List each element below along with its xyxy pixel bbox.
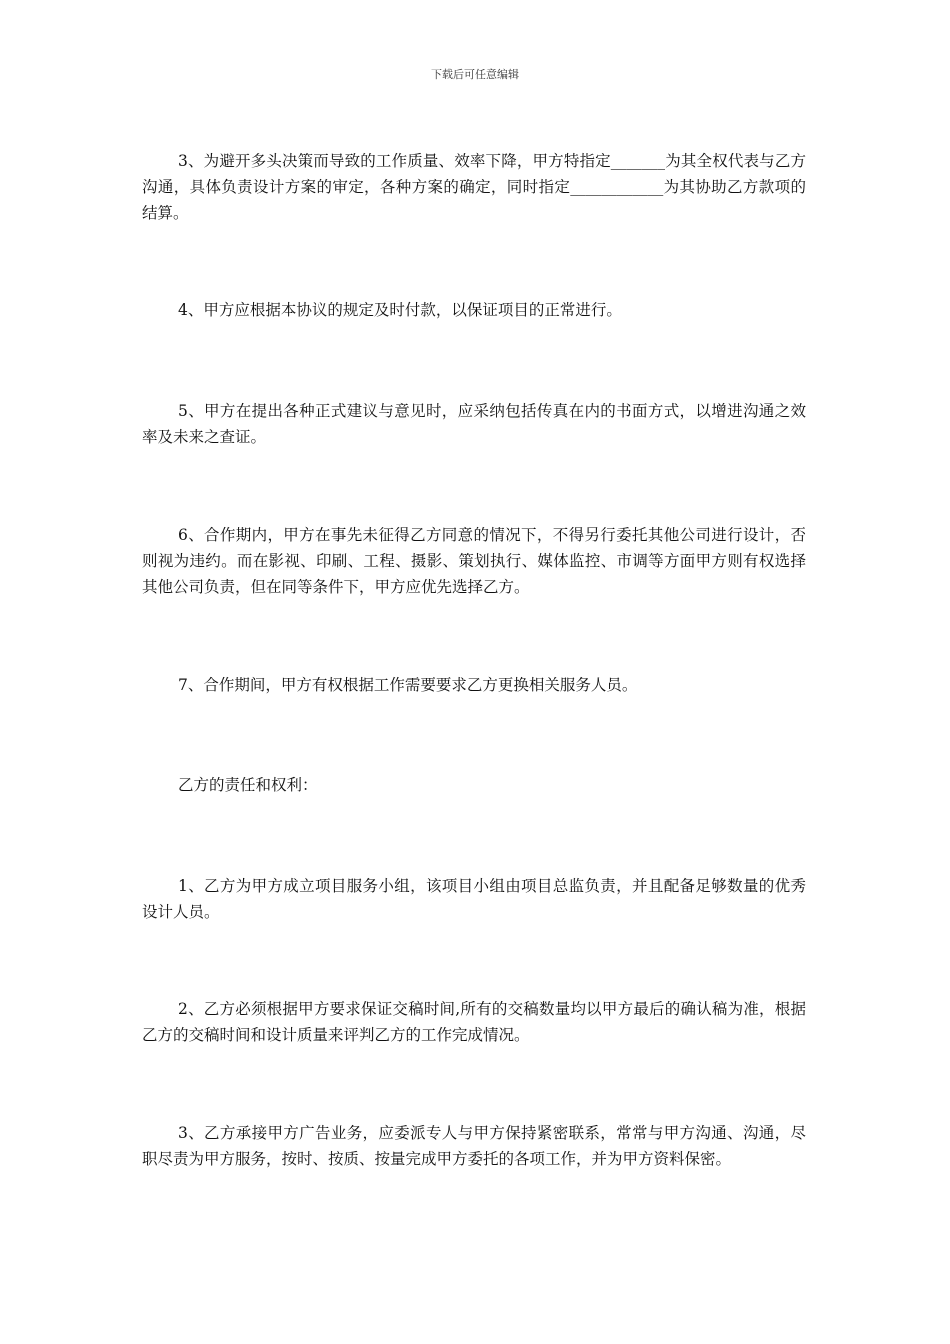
clause-party-b-2: 2、乙方必须根据甲方要求保证交稿时间,所有的交稿数量均以甲方最后的确认稿为准，根据乙方的交稿时间和设计质量来评判乙方的工作完成情况。 bbox=[142, 1000, 806, 1044]
clause-party-a-6: 6、合作期内，甲方在事先未征得乙方同意的情况下，不得另行委托其他公司进行设计，否则视为违约。而在影视、印刷、工程、摄影、策划执行、媒体监控、市调等方面甲方则有权选择其他公司负责，但在同等条件下，甲方应优先选择乙方。 bbox=[142, 526, 806, 596]
clause-party-a-3: 3、为避开多头决策而导致的工作质量、效率下降，甲方特指定_______为其全权代表与乙方沟通，具体负责设计方案的审定，各种方案的确定，同时指定____________为其协助乙方款项的结算。 bbox=[142, 152, 806, 222]
page-header-note: 下载后可任意编辑 bbox=[431, 68, 519, 81]
clause-party-a-4: 4、甲方应根据本协议的规定及时付款，以保证项目的正常进行。 bbox=[178, 301, 622, 319]
clause-party-a-5: 5、甲方在提出各种正式建议与意见时，应采纳包括传真在内的书面方式，以增进沟通之效率及未来之查证。 bbox=[142, 402, 806, 446]
clause-party-a-7: 7、合作期间，甲方有权根据工作需要要求乙方更换相关服务人员。 bbox=[178, 676, 638, 694]
clause-party-b-1: 1、乙方为甲方成立项目服务小组，该项目小组由项目总监负责，并且配备足够数量的优秀设计人员。 bbox=[142, 877, 806, 921]
clause-party-b-3: 3、乙方承接甲方广告业务，应委派专人与甲方保持紧密联系，常常与甲方沟通、沟通，尽职尽责为甲方服务，按时、按质、按量完成甲方委托的各项工作，并为甲方资料保密。 bbox=[142, 1124, 806, 1168]
section-heading-party-b: 乙方的责任和权利： bbox=[178, 776, 318, 794]
